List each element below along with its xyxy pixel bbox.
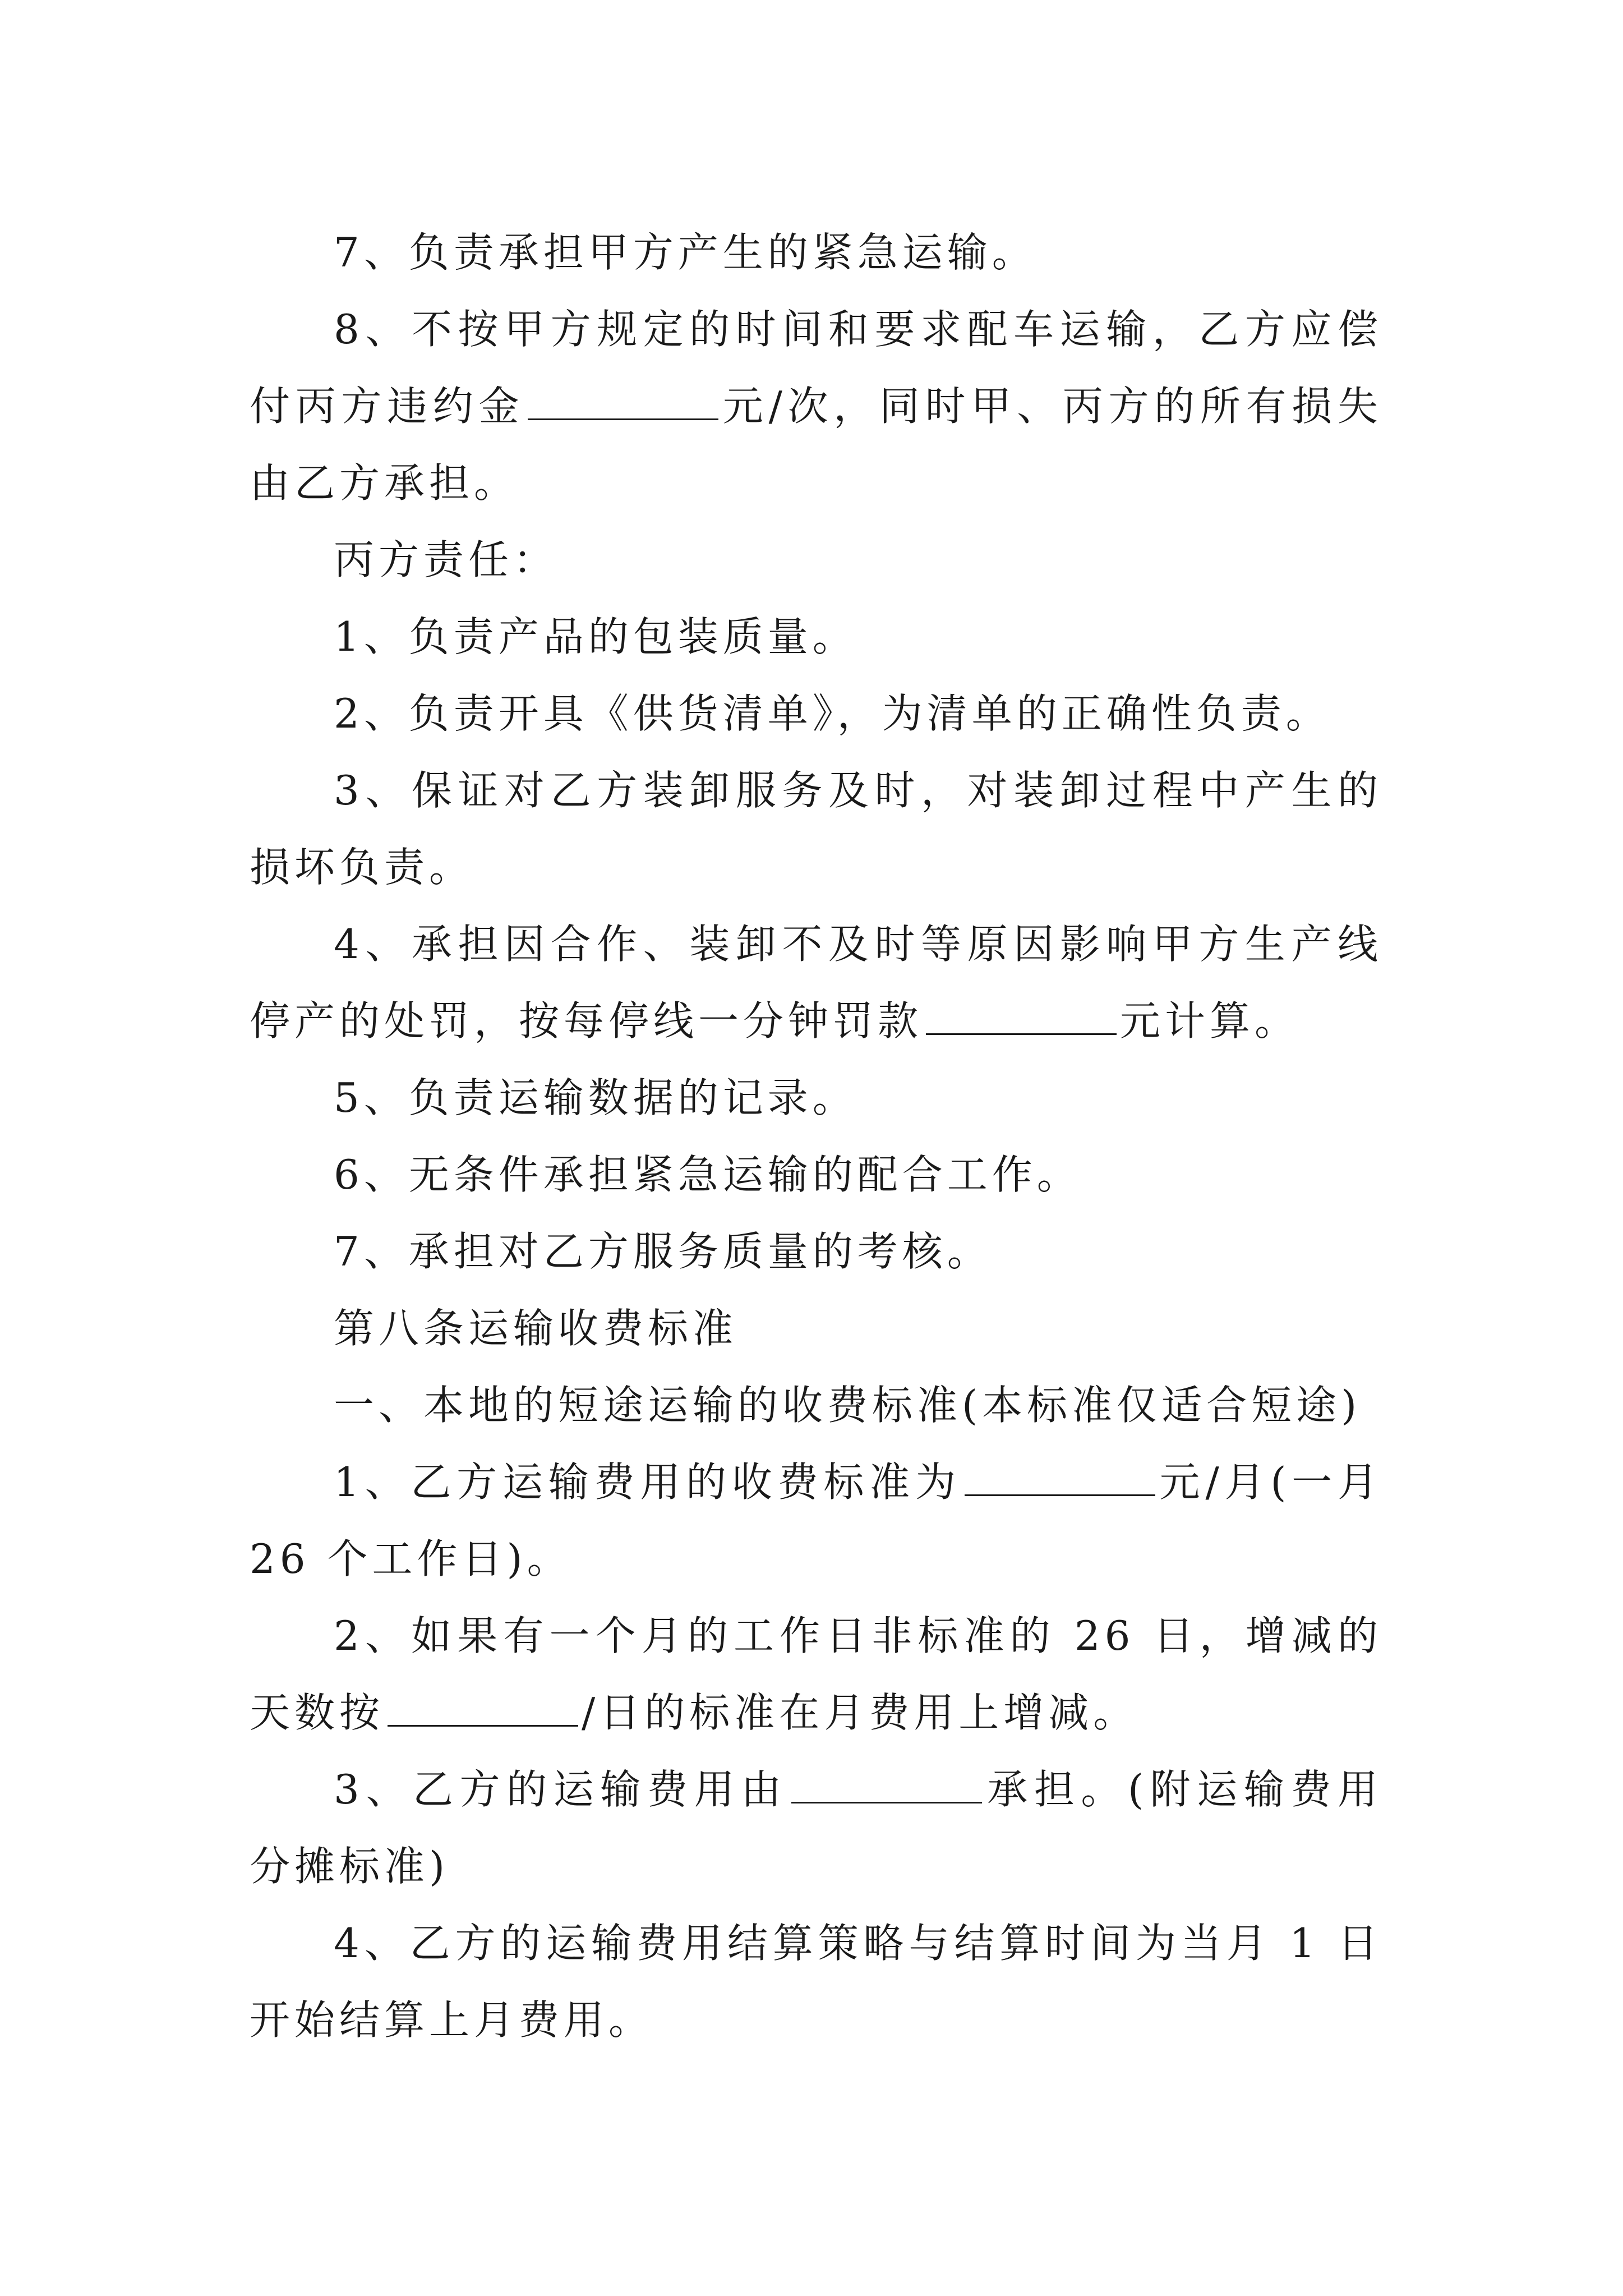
heading-bing-duties: 丙方责任： <box>334 536 559 583</box>
paragraph-fee-1: 1、乙方运输费用的收费标准为 元/月(一月 26 个工作日)。 <box>250 1458 1382 1582</box>
fill-in-blank <box>388 1724 578 1727</box>
paragraph-bing-duty-7: 7、承担对乙方服务质量的考核。 <box>334 1228 992 1275</box>
paragraph-fee-4: 4、乙方的运输费用结算策略与结算时间为当月 1 日开始结算上月费用。 <box>250 1920 1382 2044</box>
fill-in-blank <box>965 1494 1155 1496</box>
paragraph-fee-2: 2、如果有一个月的工作日非标准的 26 日，增减的天数按 /日的标准在月费用上增减。 <box>250 1612 1382 1736</box>
paragraph-yi-duty-8: 8、不按甲方规定的时间和要求配车运输，乙方应偿付丙方违约金 元/次，同时甲、丙方的所有损失由乙方承担。 <box>250 306 1382 507</box>
heading-article-8: 第八条运输收费标准 <box>334 1305 738 1352</box>
fill-in-blank <box>791 1801 982 1803</box>
paragraph-bing-duty-1: 1、负责产品的包装质量。 <box>334 613 857 660</box>
fill-in-blank <box>926 1033 1117 1035</box>
heading-local-short-haul: 一、本地的短途运输的收费标准(本标准仅适合短途) <box>334 1382 1362 1429</box>
paragraph-yi-duty-7: 7、负责承担甲方产生的紧急运输。 <box>334 229 1037 276</box>
fill-in-blank <box>528 418 718 420</box>
paragraph-bing-duty-5: 5、负责运输数据的记录。 <box>334 1074 857 1121</box>
document-body <box>250 214 1382 2059</box>
paragraph-bing-duty-2: 2、负责开具《供货清单》，为清单的正确性负责。 <box>334 690 1331 737</box>
paragraph-bing-duty-6: 6、无条件承担紧急运输的配合工作。 <box>334 1151 1082 1198</box>
paragraph-bing-duty-4: 4、承担因合作、装卸不及时等原因影响甲方生产线停产的处罚，按每停线一分钟罚款 元计算。 <box>250 921 1382 1045</box>
paragraph-fee-3: 3、乙方的运输费用由 承担。(附运输费用分摊标准) <box>250 1766 1383 1890</box>
paragraph-bing-duty-3: 3、保证对乙方装卸服务及时，对装卸过程中产生的损坏负责。 <box>250 767 1382 891</box>
